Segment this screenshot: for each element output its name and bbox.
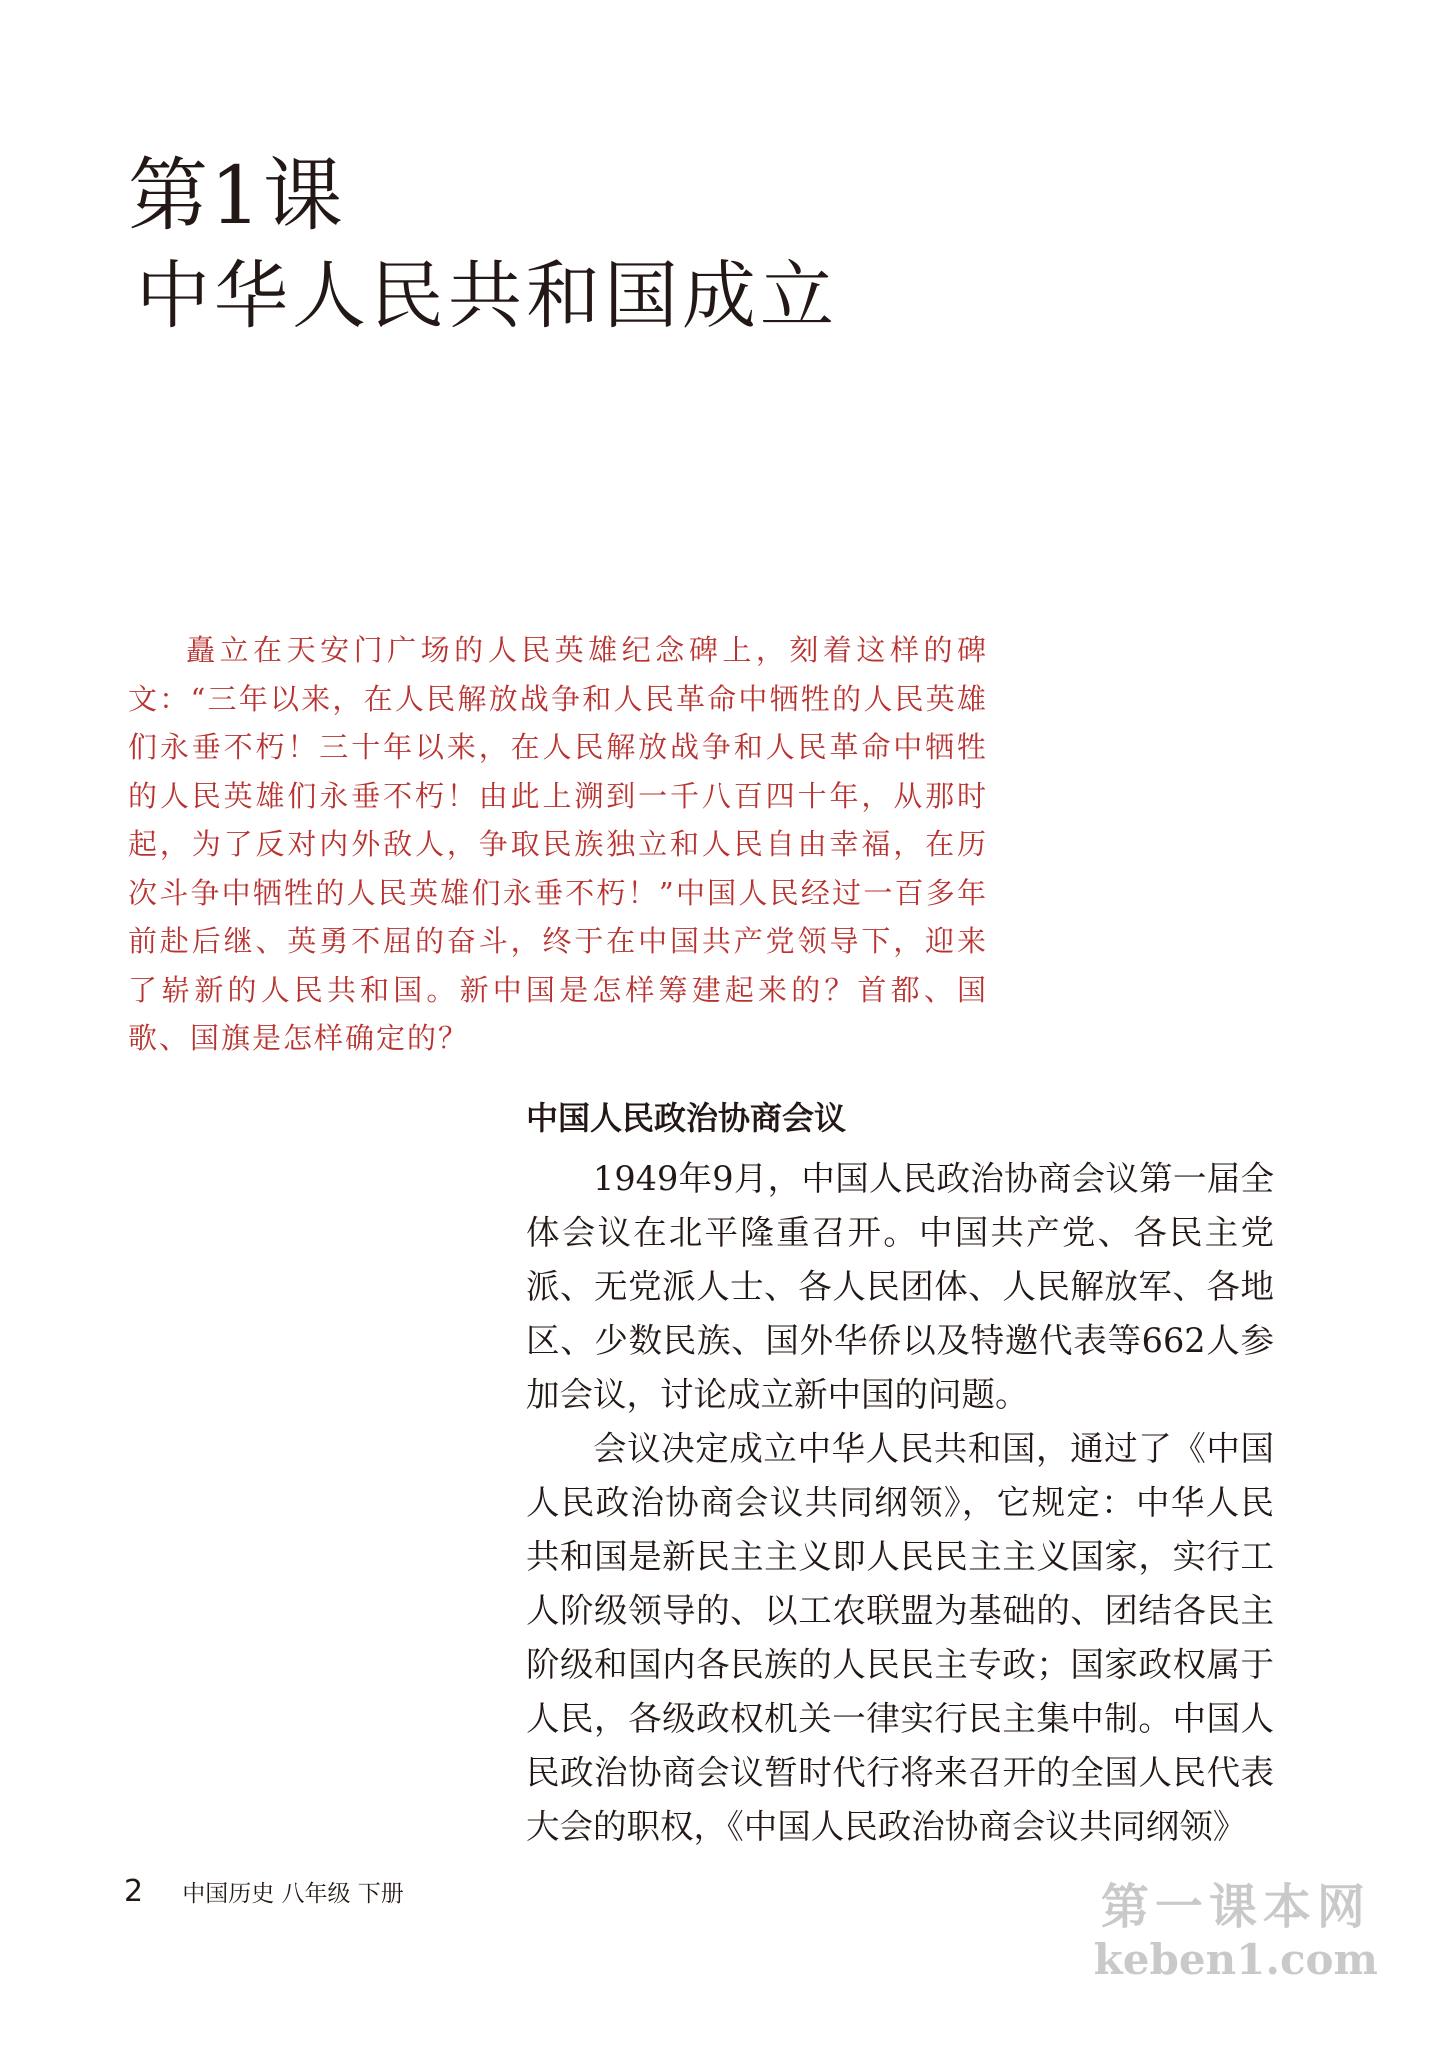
section-heading: 中国人民政治协商会议 bbox=[526, 1099, 847, 1137]
book-title: 中国历史 八年级 下册 bbox=[182, 1881, 404, 1907]
page-footer bbox=[124, 1874, 404, 1909]
page-number: 2 bbox=[124, 1874, 144, 1909]
site-watermark bbox=[1094, 1878, 1378, 1984]
lesson-title: 中华人民共和国成立 bbox=[136, 253, 838, 339]
watermark-url: keben1.com bbox=[1093, 1935, 1378, 1984]
section-body bbox=[526, 1152, 1274, 1854]
lesson-number: 第1课 bbox=[128, 149, 345, 242]
lesson-intro: 矗立在天安门广场的人民英雄纪念碑上，刻着这样的碑文：“三年以来，在人民解放战争和人民革命中牺牲的人民英雄们永垂不朽！三十年以来，在人民解放战争和人民革命中牺牲的人民英雄们永垂不朽！由此上溯到一千八百四十年，从那时起，为了反对内外敌人，争取民族独立和人民自由幸福，在历次斗争中牺牲的人民英雄们永垂不朽！”中国人民经过一百多年前赴后继、英勇不屈的奋斗，终于在中国共产党领导下，迎来了崭新的人民共和国。新中国是怎样筹建起来的？首都、国歌、国旗是怎样确定的？ bbox=[128, 633, 988, 1055]
body-paragraph: 会议决定成立中华人民共和国，通过了《中国人民政治协商会议共同纲领》，它规定：中华人民共和国是新民主主义即人民民主主义国家，实行工人阶级领导的、以工农联盟为基础的、团结各民主阶级和国内各民族的人民民主专政；国家政权属于人民，各级政权机关一律实行民主集中制。中国人民政治协商会议暂时代行将来召开的全国人民代表大会的职权，《中国人民政治协商会议共同纲领》 bbox=[526, 1429, 1274, 1846]
watermark-name: 第一课本网 bbox=[1100, 1879, 1371, 1935]
body-paragraph: 1949年9月，中国人民政治协商会议第一届全体会议在北平隆重召开。中国共产党、各民主党派、无党派人士、各人民团体、人民解放军、各地区、少数民族、国外华侨以及特邀代表等662人参加会议，讨论成立新中国的问题。 bbox=[526, 1159, 1274, 1414]
